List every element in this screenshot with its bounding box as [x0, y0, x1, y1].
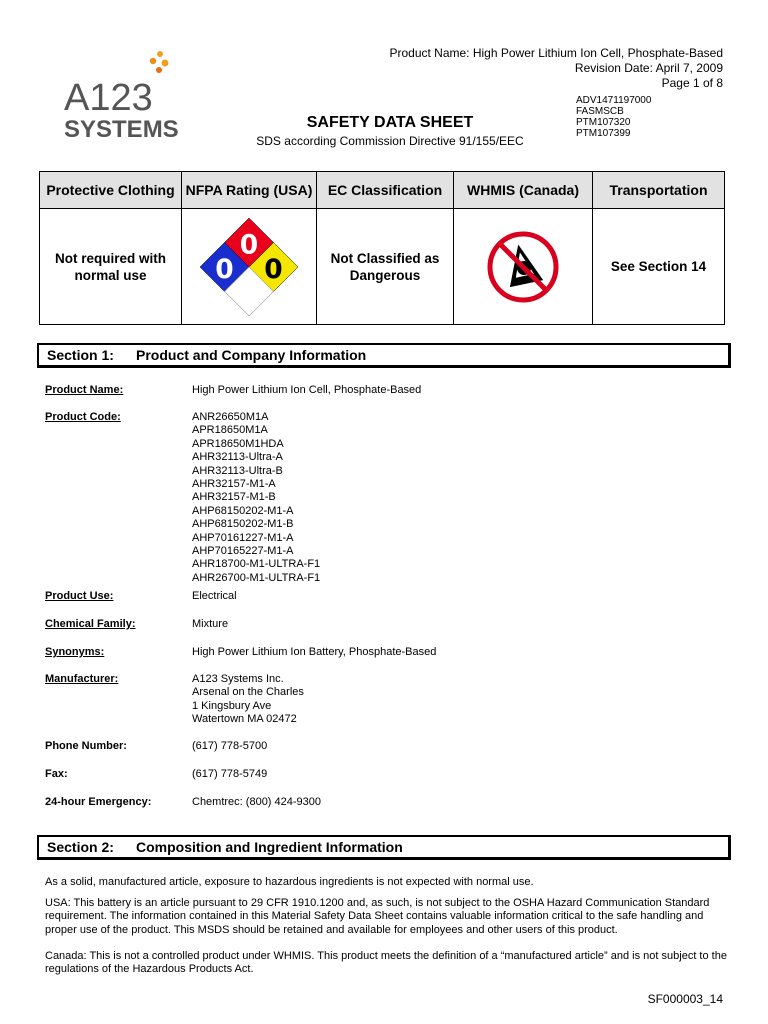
product-use-value: Electrical: [192, 590, 237, 602]
logo-text-top: A123: [64, 77, 153, 119]
transportation-value: See Section 14: [593, 209, 725, 325]
header-revision-date: Revision Date: April 7, 2009: [574, 61, 723, 75]
title-main: SAFETY DATA SHEET: [306, 114, 474, 131]
product-code: AHP68150202-M1-B: [192, 518, 294, 531]
hazard-summary-table: [39, 171, 725, 325]
header-transportation: Transportation: [593, 172, 725, 209]
whmis-symbol: [454, 209, 593, 325]
product-name-label: Product Name:: [45, 384, 124, 396]
section-2-paragraph-usa: USA: This battery is an article pursuant to 29 CFR 1910.1200 and, as such, is not subject to the OSHA Hazard Communication Standard requirement. The information contained in this Material Safety Data Sheet contains valuable information critical to the safe handling and proper use of the product. This MSDS should be retained and available for employees and other users of this product.: [45, 897, 710, 936]
product-code-list: [192, 411, 320, 585]
fax-label: Fax:: [45, 768, 68, 780]
manufacturer-address: [192, 673, 304, 727]
product-code: AHR32157-M1-A: [192, 478, 276, 491]
section-1-title: Product and Company Information: [136, 347, 367, 363]
product-code: AHP70165227-M1-A: [192, 545, 294, 558]
product-use-label: Product Use:: [45, 590, 114, 602]
synonyms-value: High Power Lithium Ion Battery, Phosphate-Based: [192, 646, 437, 658]
section-2-header: [37, 835, 731, 860]
header-product-name: Product Name: High Power Lithium Ion Cell, Phosphate-Based: [389, 46, 723, 60]
manufacturer-line: Arsenal on the Charles: [192, 686, 304, 699]
footer-doc-id: SF000003_14: [647, 992, 723, 1006]
product-code-label: Product Code:: [45, 411, 121, 423]
protective-clothing-value: Not required with normal use: [40, 209, 182, 325]
product-code: AHR32113-Ultra-B: [192, 464, 283, 477]
phone-label: Phone Number:: [45, 740, 127, 752]
product-code: AHR32157-M1-B: [192, 491, 276, 504]
title-sub: SDS according Commission Directive 91/155/EEC: [256, 134, 524, 148]
phone-value: (617) 778-5700: [192, 740, 268, 752]
emergency-value: Chemtrec: (800) 424-9300: [192, 796, 322, 808]
product-name-value: High Power Lithium Ion Cell, Phosphate-Based: [192, 384, 422, 396]
header-page-number: Page 1 of 8: [661, 76, 723, 90]
manufacturer-line: 1 Kingsbury Ave: [192, 699, 272, 712]
product-code: AHR26700-M1-ULTRA-F1: [192, 571, 321, 584]
manufacturer-line: Watertown MA 02472: [192, 713, 297, 726]
no-hazard-symbol-icon: [486, 230, 560, 304]
document-header: [389, 46, 723, 91]
reference-code: FASMSCB: [576, 106, 624, 117]
reference-codes: [576, 95, 651, 139]
ec-classification-value: Not Classified as Dangerous: [317, 209, 454, 325]
section-2-number: Section 2:: [47, 839, 114, 855]
header-ec-classification: EC Classification: [317, 172, 454, 209]
logo-text-bottom: SYSTEMS: [64, 116, 179, 143]
manufacturer-line: A123 Systems Inc.: [192, 673, 284, 685]
section-2-paragraph-1: As a solid, manufactured article, exposure to hazardous ingredients is not expected with normal use.: [45, 876, 534, 888]
manufacturer-label: Manufacturer:: [45, 673, 119, 685]
chemical-family-value: Mixture: [192, 618, 229, 630]
emergency-label: 24-hour Emergency:: [45, 796, 152, 808]
fax-value: (617) 778-5749: [192, 768, 268, 780]
product-code: AHR32113-Ultra-A: [192, 451, 283, 464]
header-protective-clothing: Protective Clothing: [40, 172, 182, 209]
product-code: APR18650M1A: [192, 424, 268, 437]
section-1-header: [37, 343, 731, 368]
document-title: [250, 114, 530, 148]
product-code: AHR18700-M1-ULTRA-F1: [192, 558, 321, 571]
reference-code: ADV1471197000: [576, 95, 652, 106]
synonyms-label: Synonyms:: [45, 646, 105, 658]
nfpa-flammability: 0: [239, 228, 259, 260]
chemical-family-label: Chemical Family:: [45, 618, 136, 630]
section-2-title: Composition and Ingredient Information: [136, 839, 403, 855]
nfpa-diamond-icon: [200, 216, 298, 318]
product-code: AHP68150202-M1-A: [192, 504, 294, 517]
header-whmis: WHMIS (Canada): [454, 172, 593, 209]
header-nfpa-rating: NFPA Rating (USA): [182, 172, 317, 209]
nfpa-diamond: [182, 209, 317, 325]
company-logo: [62, 48, 182, 148]
reference-code: PTM107399: [576, 128, 631, 139]
section-2-paragraph-canada: Canada: This is not a controlled product under WHMIS. This product meets the definition of a “manufactured article” and is not subject to the regulations of the Hazardous Products Act.: [45, 950, 727, 976]
product-code: AHP70161227-M1-A: [192, 531, 294, 544]
reference-code: PTM107320: [576, 117, 631, 128]
product-code: ANR26650M1A: [192, 411, 269, 423]
product-code: APR18650M1HDA: [192, 437, 284, 450]
section-1-number: Section 1:: [47, 347, 114, 363]
nfpa-health: 0: [215, 253, 234, 285]
nfpa-reactivity: 0: [264, 253, 283, 285]
